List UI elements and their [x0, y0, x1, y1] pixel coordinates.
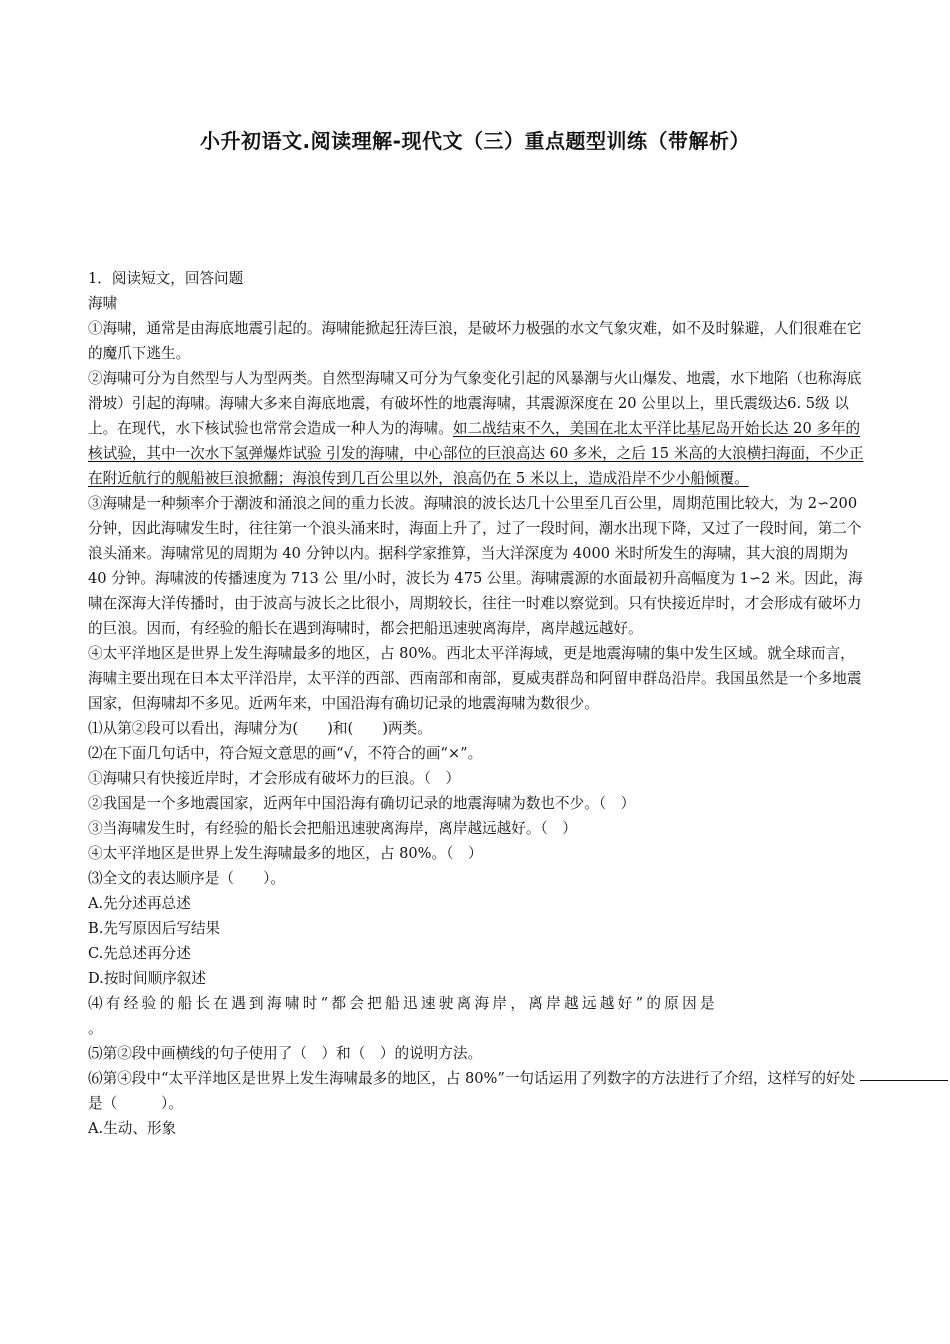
- page-title: 小升初语文.阅读理解-现代文（三）重点题型训练（带解析）: [200, 129, 750, 153]
- question-3-option-a: A.先分述再总述: [88, 895, 191, 912]
- question-4: ⑷有经验的船长在遇到海啸时“都会把船迅速驶离海岸，离岸越远越好”的原因是: [88, 995, 718, 1012]
- question-5: ⑸第②段中画横线的句子使用了（ ）和（ ）的说明方法。: [88, 1045, 483, 1062]
- passage-paragraph-2: [88, 366, 864, 491]
- question-3-option-b: B.先写原因后写结果: [88, 920, 221, 937]
- document-body: [88, 266, 864, 1141]
- passage-paragraph-3: ③海啸是一种频率介于潮波和涌浪之间的重力长波。海啸浪的波长达几十公里至几百公里，周期范围比较大，为 2∽200 分钟，因此海啸发生时，往往第一个浪头涌来时，海面上升了，过了一段时间，潮水出现下降，又过了一段时间，第二个浪头涌来。海啸常见的周期为 40 分钟以内。据科学家推算，当大洋深度为 4000 米时所发生的海啸，其大浪的周期为 40 分钟。海啸波的传播速度为 713 公 里/小时，波长为 475 公里。海啸震源的水面最初升高幅度为 1∽2 米。因此，海啸在深海大洋传播时，由于波高与波长之比很小，周期较长，往往一时难以察觉到。只有快接近岸时，才会形成有破坏力的巨浪。因而，有经验的船长在遇到海啸时，都会把船迅速驶离海岸，离岸越远越好。: [88, 495, 863, 637]
- question-3: ⑶全文的表达顺序是（ ）。: [88, 870, 286, 887]
- paragraph-2-text: ②海啸可分为自然型与人为型两类。自然型海啸又可分为气象变化引起的风暴潮与火山爆发、地震，水下地陷（也称海底滑坡）引起的海啸。海啸大多来自海底地震，有破坏性的地震海啸，其震源深度在 20 公里以上，里氏震级达6. 5级 以上。在现代，水下核试验也常常会造成一种人为的海啸。: [88, 370, 862, 437]
- passage-paragraph-1: ①海啸，通常是由海底地震引起的。海啸能掀起狂涛巨浪，是破坏力极强的水文气象灾难，如不及时躲避，人们很难在它的魔爪下逃生。: [88, 320, 862, 362]
- passage-heading: 海啸: [88, 295, 118, 312]
- question-intro: 1．阅读短文，回答问题: [88, 270, 244, 287]
- question-2: ⑵在下面几句话中，符合短文意思的画“√，不符合的画“×”。: [88, 745, 483, 762]
- question-2-item: ④太平洋地区是世界上发生海啸最多的地区，占 80%。（ ）: [88, 845, 483, 862]
- question-3-option-c: C.先总述再分述: [88, 945, 191, 962]
- question-2-item: ②我国是一个多地震国家，近两年中国沿海有确切记录的地震海啸为数也不少。（ ）: [88, 795, 636, 812]
- question-4-end: 。: [88, 1020, 103, 1037]
- question-6-option-a: A.生动、形象: [88, 1120, 177, 1137]
- question-2-item: ③当海啸发生时，有经验的船长会把船迅速驶离海岸，离岸越远越好。（ ）: [88, 820, 577, 837]
- answer-blank-line[interactable]: [860, 1080, 948, 1081]
- question-6: ⑹第④段中“太平洋地区是世界上发生海啸最多的地区，占 80%”一句话运用了列数字的方法进行了介绍，这样写的好处是（ ）。: [88, 1070, 856, 1112]
- passage-paragraph-4: ④太平洋地区是世界上发生海啸最多的地区，占 80%。西北太平洋海域，更是地震海啸的集中发生区域。就全球而言，海啸主要出现在日本太平洋沿岸，太平洋的西部、西南部和南部，夏威夷群岛和阿留申群岛沿岸。我国虽然是一个多地震国家，但海啸却不多见。近两年来，中国沿海有确切记录的地震海啸为数很少。: [88, 645, 862, 712]
- underlined-sentence: 如二战结束不久，美国在北太平洋比基尼岛开始长达 20 多年的核试验，其中一次水下氢弹爆炸试验 引发的海啸，中心部位的巨浪高达 60 多米，之后 15 米高的大浪横扫海面，不少正在附近航行的舰船被巨浪掀翻；海浪传到几百公里以外，浪高仍在 5 米以上，造成沿岸不少小船倾覆。: [88, 420, 864, 487]
- question-2-item: ①海啸只有快接近岸时，才会形成有破坏力的巨浪。（ ）: [88, 770, 461, 787]
- question-3-option-d: D.按时间顺序叙述: [88, 970, 206, 987]
- question-1: ⑴从第②段可以看出，海啸分为( )和( )两类。: [88, 720, 432, 737]
